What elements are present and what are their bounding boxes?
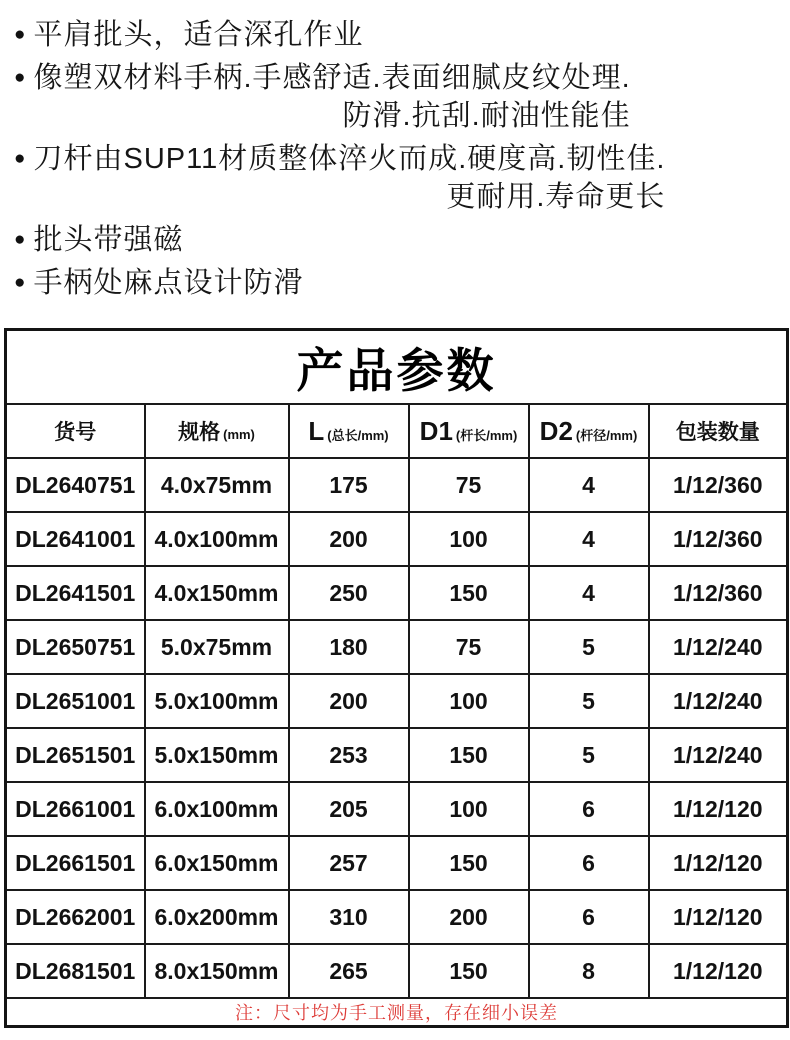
table-cell: 4.0x75mm [145, 458, 289, 512]
feature-text-line1: 批头带强磁 [33, 224, 184, 256]
table-row [6, 782, 788, 836]
table-cell: 150 [409, 728, 529, 782]
table-cell: 200 [409, 890, 529, 944]
column-header-label: D2 [539, 415, 573, 446]
feature-item [14, 221, 782, 259]
table-row [6, 728, 788, 782]
table-cell: 253 [289, 728, 409, 782]
bullet-dot-icon: ● [14, 24, 27, 45]
table-cell: DL2650751 [6, 620, 145, 674]
table-cell: 5 [529, 674, 649, 728]
table-cell: 8 [529, 944, 649, 998]
table-cell: 1/12/120 [649, 782, 788, 836]
table-cell: 1/12/240 [649, 620, 788, 674]
table-cell: 150 [409, 566, 529, 620]
column-header-label: 货号 [54, 421, 97, 444]
table-cell: DL2651501 [6, 728, 145, 782]
feature-text-line2: 防滑.抗刮.耐油性能佳 [342, 100, 631, 132]
table-row [6, 674, 788, 728]
table-header-row [6, 404, 788, 458]
column-header-unit: (杆径/mm) [575, 427, 638, 443]
table-cell: 6.0x200mm [145, 890, 289, 944]
column-header [289, 404, 409, 458]
bullet-dot-icon: ● [14, 272, 27, 293]
table-cell: 4 [529, 458, 649, 512]
table-cell: 6 [529, 890, 649, 944]
table-cell: 1/12/360 [649, 458, 788, 512]
column-header-unit: (杆长/mm) [455, 427, 518, 443]
table-row [6, 944, 788, 998]
table-cell: DL2641001 [6, 512, 145, 566]
table-cell: DL2662001 [6, 890, 145, 944]
column-header [409, 404, 529, 458]
table-cell: 150 [409, 836, 529, 890]
column-header [649, 404, 788, 458]
table-cell: 1/12/120 [649, 836, 788, 890]
table-cell: 6.0x100mm [145, 782, 289, 836]
table-title-row [6, 330, 788, 405]
table-cell: 180 [289, 620, 409, 674]
table-cell: 310 [289, 890, 409, 944]
table-cell: 205 [289, 782, 409, 836]
table-cell: 257 [289, 836, 409, 890]
table-cell: 5.0x75mm [145, 620, 289, 674]
table-cell: 4 [529, 566, 649, 620]
table-cell: 4.0x100mm [145, 512, 289, 566]
table-cell: DL2661001 [6, 782, 145, 836]
column-header-unit: (mm) [223, 427, 255, 442]
column-header-label: 规格 [178, 421, 221, 444]
column-header [529, 404, 649, 458]
table-cell: DL2661501 [6, 836, 145, 890]
table-cell: 1/12/120 [649, 944, 788, 998]
feature-list [0, 0, 790, 302]
table-cell: 5.0x150mm [145, 728, 289, 782]
table-cell: 175 [289, 458, 409, 512]
table-cell: 250 [289, 566, 409, 620]
feature-text-line1: 平肩批头，适合深孔作业 [33, 19, 364, 51]
table-row [6, 458, 788, 512]
table-cell: 5.0x100mm [145, 674, 289, 728]
table-title: 产品参数 [6, 330, 788, 405]
table-cell: 6 [529, 836, 649, 890]
table-cell: 150 [409, 944, 529, 998]
table-cell: 200 [289, 512, 409, 566]
table-cell: 75 [409, 620, 529, 674]
feature-item [14, 140, 782, 216]
table-cell: 6.0x150mm [145, 836, 289, 890]
table-cell: DL2640751 [6, 458, 145, 512]
table-cell: 6 [529, 782, 649, 836]
table-cell: 4.0x150mm [145, 566, 289, 620]
table-row [6, 890, 788, 944]
column-header-label: 包装数量 [675, 421, 760, 444]
table-cell: 75 [409, 458, 529, 512]
table-cell: 1/12/360 [649, 566, 788, 620]
bullet-dot-icon: ● [14, 229, 27, 250]
table-cell: 1/12/240 [649, 674, 788, 728]
table-cell: DL2681501 [6, 944, 145, 998]
feature-text-line1: 刀杆由SUP11材质整体淬火而成.硬度高.韧性佳. [33, 143, 666, 175]
column-header [145, 404, 289, 458]
table-row [6, 620, 788, 674]
column-header-unit: (总长/mm) [327, 427, 389, 443]
table-cell: 4 [529, 512, 649, 566]
feature-text-line1: 像塑双材料手柄.手感舒适.表面细腻皮纹处理. [33, 62, 631, 94]
table-cell: 5 [529, 620, 649, 674]
bullet-dot-icon: ● [14, 67, 27, 88]
column-header-label: D1 [419, 415, 453, 446]
table-cell: 1/12/120 [649, 890, 788, 944]
table-body [6, 458, 788, 998]
table-cell: 100 [409, 782, 529, 836]
spec-table [4, 328, 789, 1028]
table-cell: 8.0x150mm [145, 944, 289, 998]
table-cell: 1/12/360 [649, 512, 788, 566]
table-cell: DL2651001 [6, 674, 145, 728]
feature-item [14, 264, 782, 302]
table-cell: DL2641501 [6, 566, 145, 620]
table-row [6, 566, 788, 620]
column-header-label: L [308, 415, 325, 446]
column-header [6, 404, 145, 458]
table-note-row [6, 998, 788, 1027]
table-cell: 100 [409, 512, 529, 566]
table-row [6, 512, 788, 566]
table-row [6, 836, 788, 890]
feature-text-line2: 更耐用.寿命更长 [446, 181, 666, 213]
feature-item [14, 16, 782, 54]
table-cell: 5 [529, 728, 649, 782]
bullet-dot-icon: ● [14, 148, 27, 169]
table-cell: 100 [409, 674, 529, 728]
table-cell: 1/12/240 [649, 728, 788, 782]
measurement-note: 注：尺寸均为手工测量，存在细小误差 [6, 998, 788, 1027]
feature-item [14, 59, 782, 135]
table-cell: 200 [289, 674, 409, 728]
feature-text-line1: 手柄处麻点设计防滑 [33, 267, 304, 299]
table-cell: 265 [289, 944, 409, 998]
